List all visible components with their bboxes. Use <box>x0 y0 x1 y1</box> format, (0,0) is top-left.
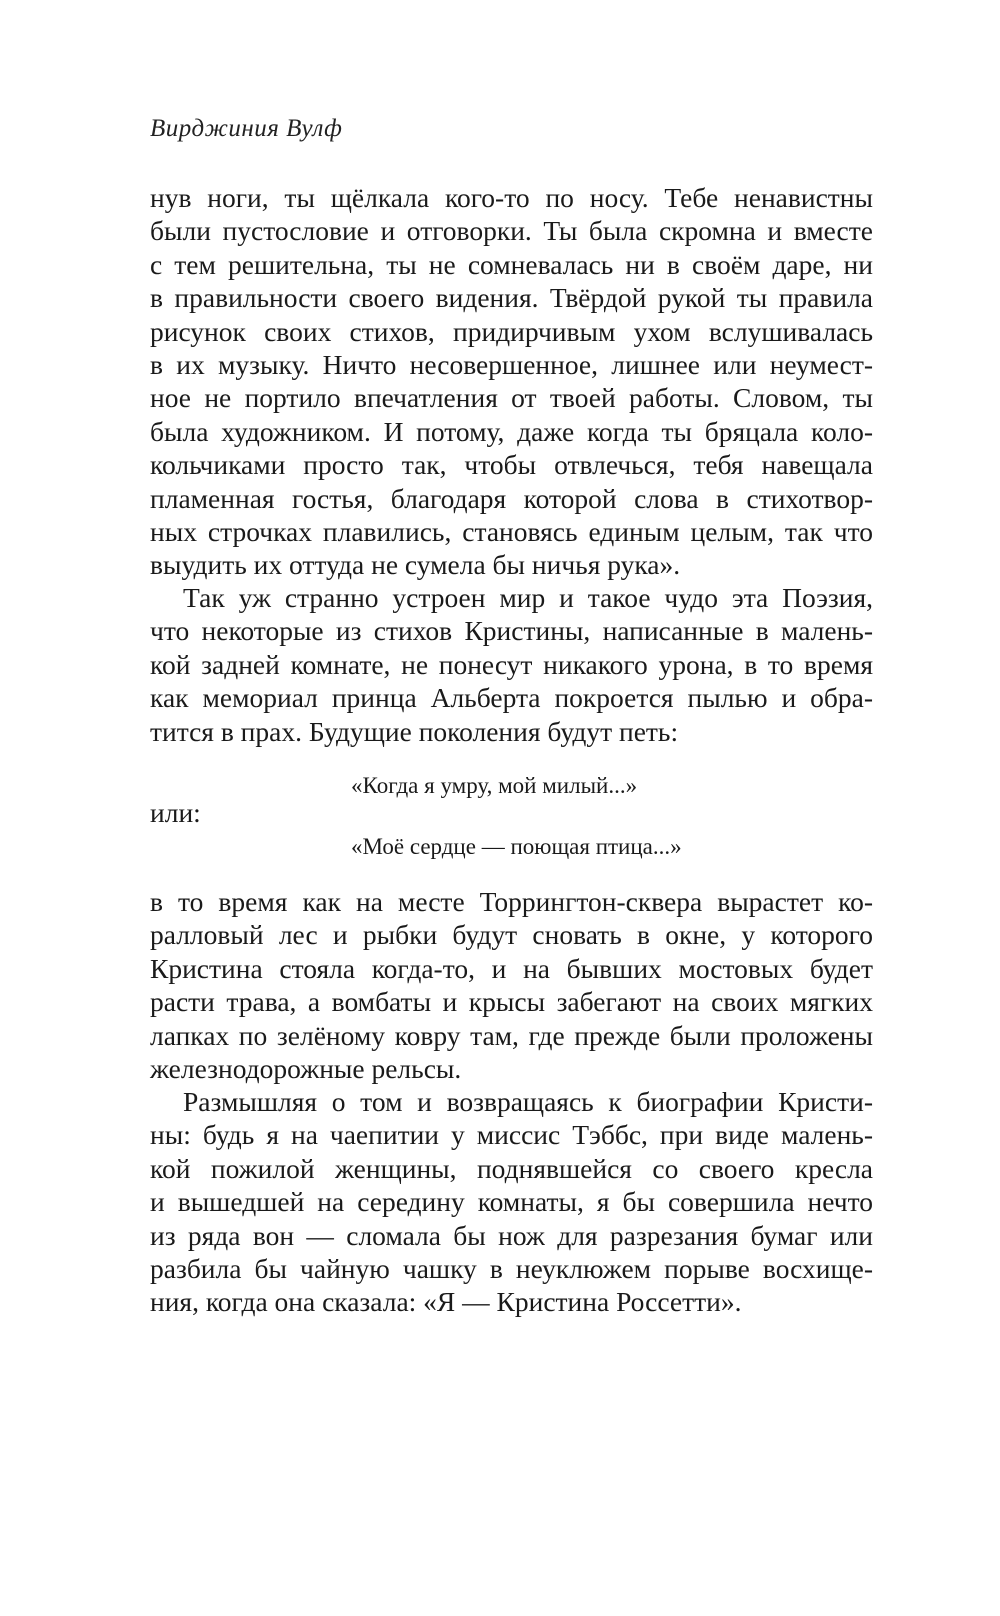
text-line: железнодорожные рельсы. <box>150 1053 462 1085</box>
text-line: Размышляя о том и возвращаясь к биографии Кристи- <box>183 1086 873 1117</box>
text-line: ния, когда она сказала: «Я — Кристина Россетти». <box>150 1286 742 1318</box>
paragraph-3 <box>150 885 873 1085</box>
text-line: ных строчках плавились, становясь единым целым, так что <box>150 516 873 548</box>
text-line: рисунок своих стихов, придирчивым ухом вслушивалась <box>150 315 873 347</box>
verse-quote-2: «Моё сердце — поющая птица...» <box>351 834 682 859</box>
text-line: кольчиками просто так, чтобы отвлечься, тебя навещала <box>150 449 873 481</box>
paragraph-1 <box>150 181 873 582</box>
text-line: тится в прах. Будущие поколения будут петь: <box>150 715 679 747</box>
text-line: кой пожилой женщины, поднявшейся со своего кресла <box>150 1152 873 1184</box>
paragraph-2 <box>150 581 873 748</box>
running-head: Вирджиния Вулф <box>150 115 343 142</box>
text-line: как мемориал принца Альберта покроется пылью и обра- <box>150 682 873 714</box>
text-line: нув ноги, ты щёлкала кого-то по носу. Тебе ненавистны <box>150 182 873 213</box>
text-line: были пустословие и отговорки. Ты была скромна и вместе <box>150 215 873 247</box>
text-line: в их музыку. Ничто несовершенное, лишнее или неумест- <box>150 349 873 381</box>
text-line: была художником. И потому, даже когда ты бряцала коло- <box>150 415 873 447</box>
paragraph-4 <box>150 1085 873 1319</box>
text-line: Так уж странно устроен мир и такое чудо эта Поэзия, <box>183 582 873 613</box>
text-line: ны: будь я на чаепитии у миссис Тэббс, при виде малень- <box>150 1119 873 1151</box>
text-line: с тем решительна, ты не сомневалась ни в своём даре, ни <box>150 248 873 280</box>
text-line: из ряда вон — сломала бы нож для разрезания бумаг или <box>150 1219 873 1251</box>
text-line: лапках по зелёному ковру там, где прежде были проложены <box>150 1019 873 1051</box>
text-line: расти трава, а вомбаты и крысы забегают на своих мягких <box>150 986 873 1018</box>
text-line: кой задней комнате, не понесут никакого урона, в то время <box>150 648 873 680</box>
or-word: или: <box>150 797 201 828</box>
text-line: что некоторые из стихов Кристины, написанные в малень- <box>150 615 873 647</box>
text-line: в то время как на месте Торрингтон-сквера вырастет ко- <box>150 886 873 917</box>
text-line: разбила бы чайную чашку в неуклюжем порыве восхище- <box>150 1253 873 1285</box>
text-line: ное не портило впечатления от твоей работы. Словом, ты <box>150 382 873 414</box>
text-line: Кристина стояла когда-то, и на бывших мостовых будет <box>150 952 873 984</box>
text-line: ралловый лес и рыбки будут сновать в окне, у которого <box>150 919 873 951</box>
text-line: пламенная гостья, благодаря которой слова в стихотвор- <box>150 482 873 514</box>
text-line: выудить их оттуда не сумела бы ничья рука». <box>150 549 681 581</box>
text-line: в правильности своего видения. Твёрдой рукой ты правила <box>150 282 873 314</box>
verse-quote-1: «Когда я умру, мой милый...» <box>351 773 638 798</box>
text-line: и вышедшей на середину комнаты, я бы совершила нечто <box>150 1186 873 1218</box>
